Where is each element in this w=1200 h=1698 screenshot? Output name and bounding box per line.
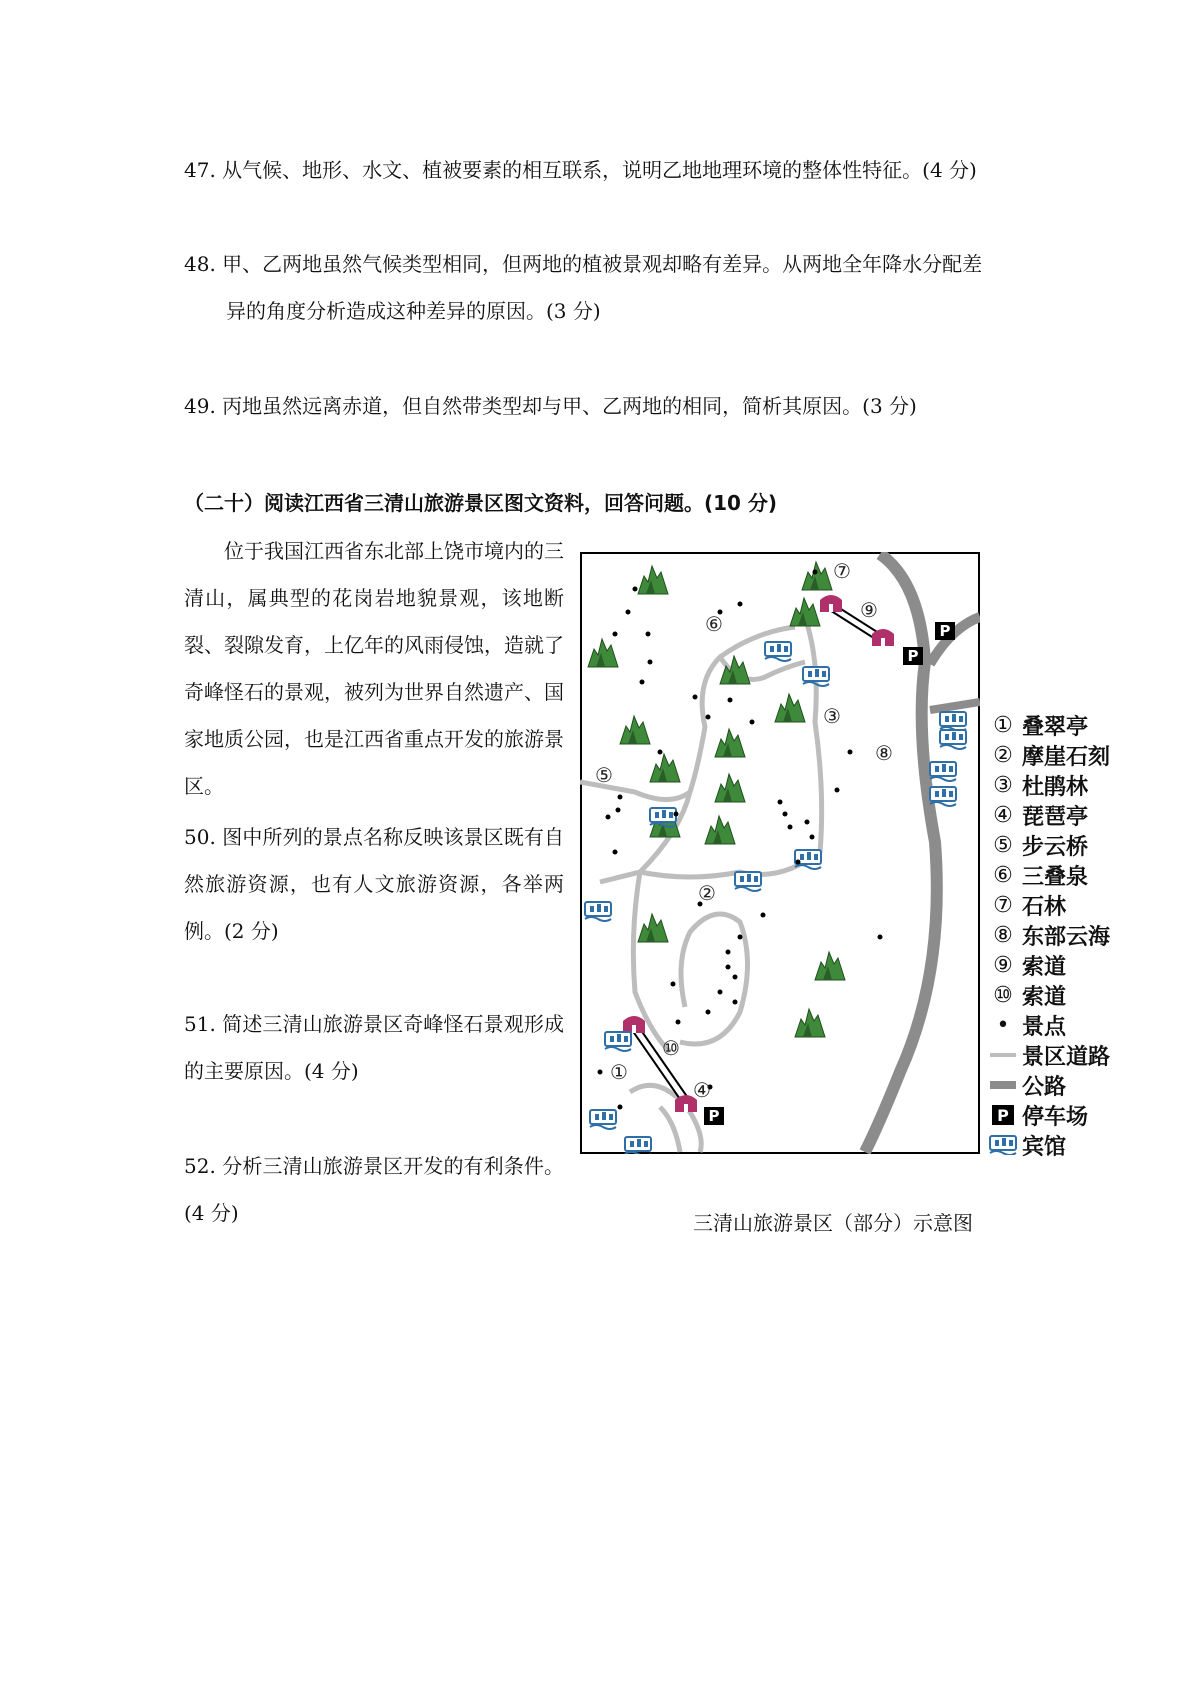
legend-item: ⑥ 三叠泉 (993, 862, 1089, 890)
question-50: 50. 图中所列的景点名称反映该景区既有自然旅游资源，也有人文旅游资源，各举两例。(2 分) (184, 825, 564, 943)
legend-item: ④ 琵琶亭 (993, 802, 1089, 830)
parking-icon (935, 622, 955, 640)
question-51: 51. 简述三清山旅游景区奇峰怪石景观形成的主要原因。(4 分) (184, 1012, 564, 1083)
legend-item: 公路 (984, 1070, 1110, 1100)
legend-item: ⑦ 石林 (993, 892, 1067, 920)
cable-station-icon (872, 629, 894, 646)
section-intro: 位于我国江西省东北部上饶市境内的三清山，属典型的花岗岩地貌景观，该地断裂、裂隙发育，上亿年的风雨侵蚀，造就了奇峰怪石的景观，被列为世界自然遗产、国家地质公园，也是江西省重点开发的旅游景区。 (184, 539, 564, 798)
question-49: 49. 丙地虽然远离赤道，但自然带类型却与甲、乙两地的相同，简析其原因。(3 分) (184, 394, 917, 418)
parking-icon (704, 1107, 724, 1125)
legend-item: ⑧ 东部云海 (993, 922, 1111, 950)
question-52: 52. 分析三清山旅游景区开发的有利条件。(4 分) (184, 1154, 564, 1225)
parking-icon (903, 647, 923, 665)
svg-text:P: P (997, 1106, 1009, 1125)
spot-number-8: ⑧ (875, 741, 893, 765)
legend-item: ② 摩崖石刻 (993, 742, 1111, 770)
spot-number-10: ⑩ (662, 1036, 680, 1060)
spot-number-5: ⑤ (595, 763, 613, 787)
legend-item: ⑨ 索道 (993, 952, 1067, 980)
spot-number-2: ② (698, 881, 716, 905)
scenic-area-map (580, 552, 980, 1154)
spot-number-3: ③ (823, 704, 841, 728)
svg-text:P: P (907, 647, 919, 665)
spot-number-1: ① (610, 1060, 628, 1084)
question-48-line1: 48. 甲、乙两地虽然气候类型相同，但两地的植被景观却略有差异。从两地全年降水分配差 (184, 252, 983, 276)
parking-icon (984, 1105, 1022, 1125)
svg-text:P: P (708, 1107, 720, 1125)
legend-item: ⑩ 索道 (993, 982, 1067, 1010)
cable-station-icon (820, 595, 842, 612)
map-caption: 三清山旅游景区（部分）示意图 (693, 1211, 973, 1235)
legend-item: ③ 杜鹃林 (993, 772, 1089, 800)
legend-item: 景区道路 (984, 1040, 1110, 1070)
road-line-icon (984, 1050, 1022, 1060)
map-legend (984, 710, 1110, 1160)
section-title: （二十）阅读江西省三清山旅游景区图文资料，回答问题。(10 分) (184, 491, 778, 515)
highway-line-icon (984, 1079, 1022, 1091)
spot-number-6: ⑥ (705, 612, 723, 636)
question-47: 47. 从气候、地形、水文、植被要素的相互联系，说明乙地地理环境的整体性特征。(4 分) (184, 158, 977, 182)
spot-number-7: ⑦ (833, 559, 851, 583)
legend-item: • 景点 (984, 1010, 1110, 1040)
legend-item: ① 叠翠亭 (993, 712, 1089, 740)
legend-item: P 停车场 (984, 1100, 1110, 1130)
cable-station-icon (623, 1016, 645, 1033)
spot-number-4: ④ (693, 1078, 711, 1102)
question-48-line2: 异的角度分析造成这种差异的原因。(3 分) (226, 299, 601, 323)
legend-item: ⑤ 步云桥 (993, 832, 1089, 860)
legend-item: 宾馆 (984, 1130, 1110, 1160)
spot-number-9: ⑨ (860, 598, 878, 622)
hotel-icon (984, 1135, 1022, 1155)
dot-icon: • (996, 1012, 1010, 1038)
svg-text:P: P (939, 622, 951, 640)
